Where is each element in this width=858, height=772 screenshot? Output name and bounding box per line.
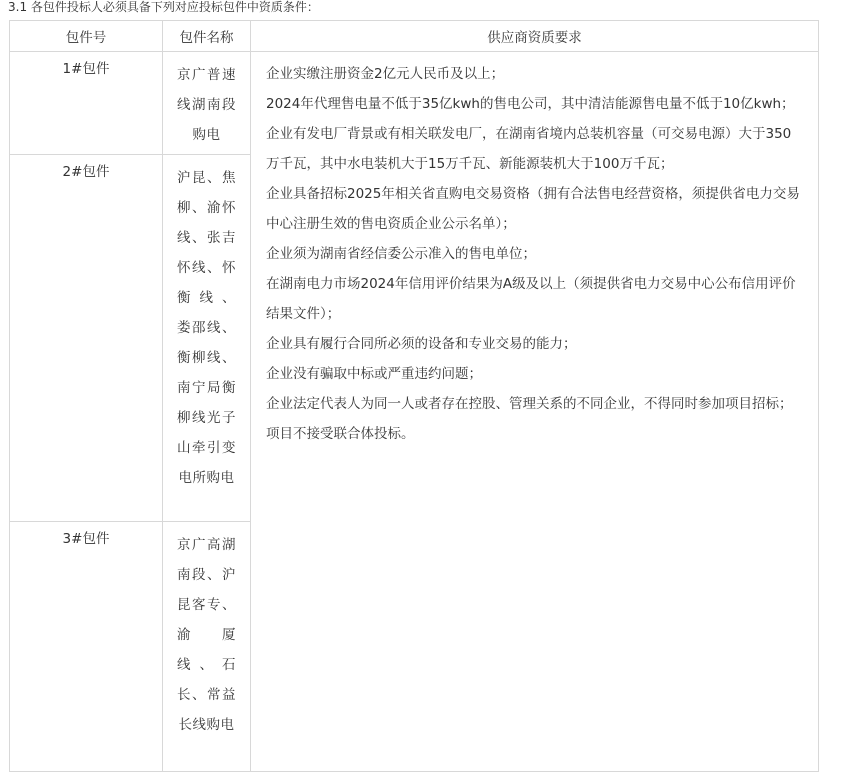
header-package-no: 包件号	[10, 21, 163, 52]
table-row	[10, 52, 819, 155]
requirement-item: 企业须为湖南省经信委公示准入的售电单位；	[266, 246, 536, 262]
package-no-cell: 2#包件	[10, 155, 163, 522]
package-name-cell: 京广高湖南段、沪昆客专、渝厦 线、石长、常益长线购电	[163, 522, 251, 772]
requirement-item: 企业没有骗取中标或严重违约问题；	[266, 366, 482, 382]
package-name-cell: 沪昆、焦柳、渝怀线、张吉怀线、怀衡线、 娄邵线、衡柳线、南宁局衡柳线光子山牵引变电所购电	[163, 155, 251, 522]
requirement-item: 企业具有履行合同所必须的设备和专业交易的能力；	[266, 336, 577, 352]
package-name-cell: 京广普速线湖南段购电	[163, 52, 251, 155]
requirements-cell	[251, 52, 819, 772]
header-requirements: 供应商资质要求	[251, 21, 819, 52]
table-header-row	[10, 21, 819, 52]
package-no-cell: 1#包件	[10, 52, 163, 155]
requirement-item: 2024年代理售电量不低于35亿kwh的售电公司，其中清洁能源售电量不低于10亿kwh；	[266, 96, 795, 112]
requirement-item: 企业实缴注册资金2亿元人民币及以上；	[266, 66, 505, 82]
requirement-item: 企业法定代表人为同一人或者存在控股、管理关系的不同企业，不得同时参加项目招标；项目不接受联合体投标。	[266, 396, 793, 442]
requirement-item: 企业具备招标2025年相关省直购电交易资格（拥有合法售电经营资格，须提供省电力交易中心注册生效的售电资质企业公示名单）；	[266, 186, 800, 232]
package-no-cell: 3#包件	[10, 522, 163, 772]
qualification-table	[9, 20, 819, 772]
requirement-item: 在湖南电力市场2024年信用评价结果为A级及以上（须提供省电力交易中心公布信用评价结果文件）；	[266, 276, 796, 322]
requirement-item: 企业有发电厂背景或有相关联发电厂，在湖南省境内总装机容量（可交易电源）大于350万千瓦，其中水电装机大于15万千瓦、新能源装机大于100万千瓦；	[266, 126, 792, 172]
header-package-name: 包件名称	[163, 21, 251, 52]
section-intro: 3.1 各包件投标人必须具备下列对应投标包件中资质条件：	[8, 0, 319, 14]
